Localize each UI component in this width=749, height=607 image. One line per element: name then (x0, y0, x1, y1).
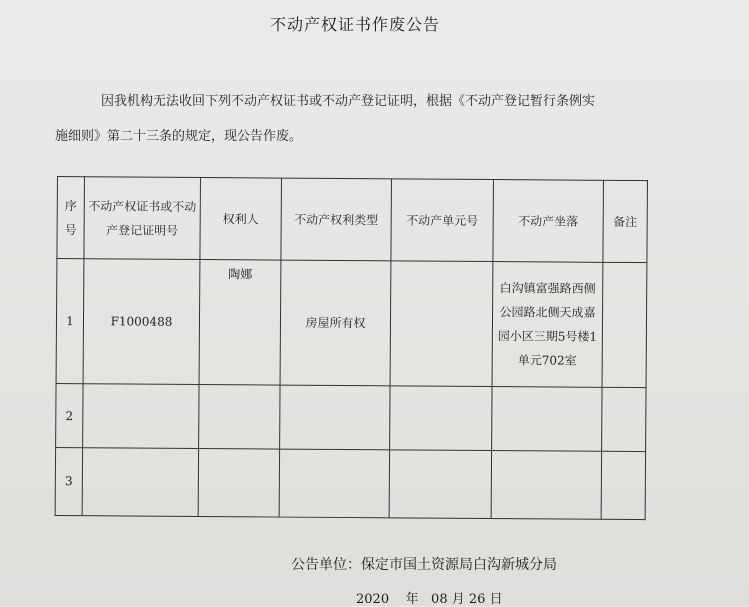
table-row (56, 259, 647, 388)
cell-remark (602, 263, 647, 388)
date-year: 2020 (356, 592, 390, 607)
cell-right-type (279, 449, 389, 518)
issue-date (356, 588, 503, 607)
table-header-row (57, 177, 648, 263)
cell-right-type (280, 385, 390, 450)
cell-no: 2 (56, 384, 83, 448)
header-unit-no: 不动产单元号 (391, 179, 494, 262)
void-certificate-table (55, 176, 648, 520)
date-month-unit: 月 (451, 592, 465, 607)
cell-cert-no: F1000488 (83, 259, 200, 385)
page-title: 不动产权证书作废公告 (269, 15, 440, 34)
cell-no: 1 (56, 259, 84, 384)
cell-owner: 陶娜 (199, 260, 281, 385)
cell-unit-no (390, 386, 492, 451)
header-remark: 备注 (603, 180, 648, 263)
cell-location (492, 387, 602, 452)
cell-remark (602, 387, 646, 451)
date-month: 08 (431, 592, 448, 607)
notice-paragraph-line1: 因我机构无法收回下列不动产权证书或不动产登记证明，根据《不动产登记暂行条例实 (101, 94, 596, 109)
table-row (55, 447, 645, 519)
table-row (56, 384, 646, 452)
cell-owner (198, 448, 279, 517)
date-day: 26 (468, 592, 486, 607)
cell-no: 3 (55, 447, 82, 515)
cell-right-type: 房屋所有权 (280, 260, 391, 386)
notice-paragraph-line2: 施细则》第二十三条的规定，现公告作废。 (55, 129, 303, 144)
cell-unit-no (389, 450, 491, 519)
header-no: 序号 (57, 177, 85, 259)
cell-remark (601, 451, 645, 519)
cell-location: 白沟镇富强路西侧公园路北侧天成嘉园小区三期5号楼1单元702室 (492, 262, 603, 388)
cell-cert-no (82, 448, 198, 517)
date-day-unit: 日 (489, 592, 503, 607)
header-cert-no: 不动产权证书或不动产登记证明号 (84, 177, 201, 260)
issuer-signature: 公告单位：保定市国土资源局白沟新城分局 (291, 557, 557, 573)
header-location: 不动产坐落 (493, 180, 604, 263)
header-owner: 权利人 (200, 178, 282, 261)
cell-location (491, 451, 601, 520)
date-year-unit: 年 (405, 592, 419, 607)
cell-unit-no (390, 261, 493, 387)
cell-cert-no (83, 384, 199, 449)
header-right-type: 不动产权利类型 (281, 178, 392, 261)
cell-owner (199, 385, 280, 450)
